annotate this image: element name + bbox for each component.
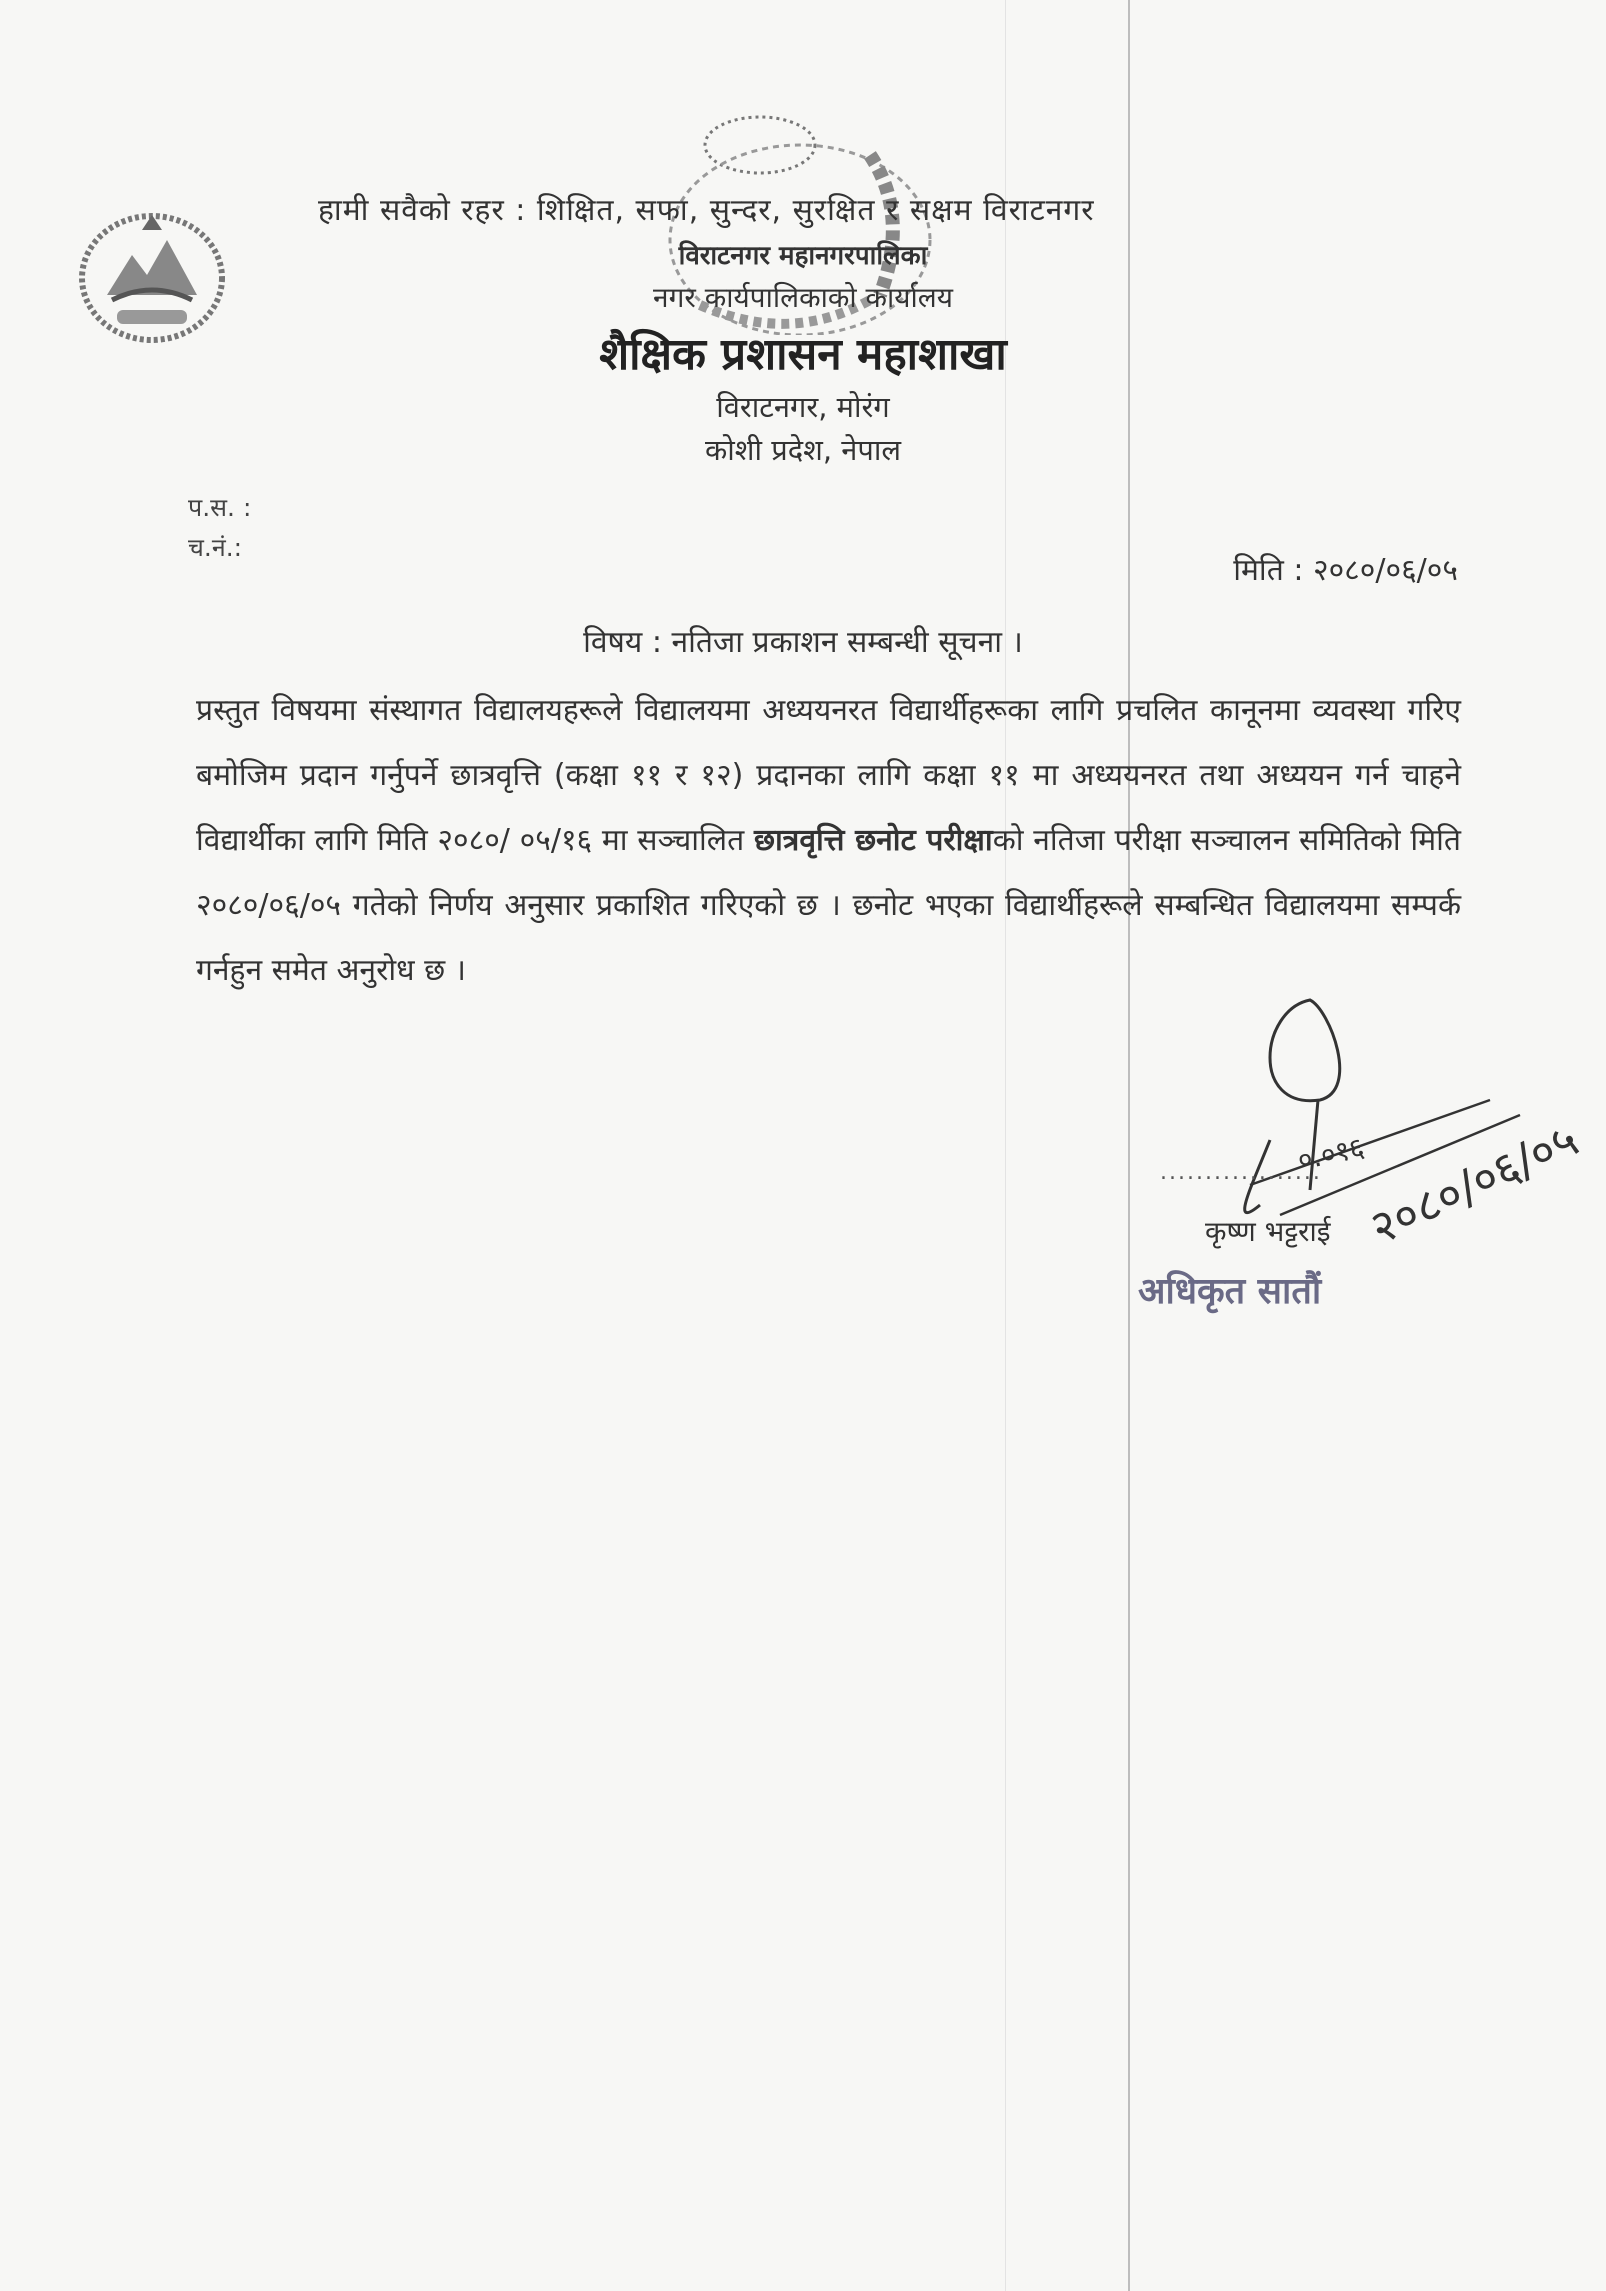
notice-body xyxy=(196,678,1461,1003)
address-city: विराटनगर, मोरंग xyxy=(716,390,890,424)
signature-line: .................. xyxy=(1160,1160,1322,1185)
signatory-title: अधिकृत सातौं xyxy=(1138,1271,1322,1312)
letter-number: प.स. : xyxy=(188,493,252,522)
address-province: कोशी प्रदेश, नेपाल xyxy=(704,433,902,467)
division-title: शैक्षिक प्रशासन महाशाखा xyxy=(599,329,1007,380)
motto: हामी सवैको रहर : शिक्षित, सफा, सुन्दर, सुरक्षित र सक्षम विराटनगर xyxy=(318,193,1095,228)
svg-text:०.०१६: ०.०१६ xyxy=(1294,1130,1368,1177)
svg-text:२०८०/०६/०५: २०८०/०६/०५ xyxy=(1361,1112,1587,1255)
dispatch-number: च.नं.: xyxy=(188,533,243,562)
letter-date: मिति : २०८०/०६/०५ xyxy=(1233,553,1458,588)
body-text-part1: प्रस्तुत विषयमा संस्थागत विद्यालयहरूले विद्यालयमा अध्ययनरत विद्यार्थीहरूका लागि प्रचलित कानूनमा व्यवस्था गरिए बमोजिम प्रदान गर्नुपर्ने छात्रवृत्ति (कक्षा ११ र १२) प्रदानका लागि कक्षा ११ मा अध्ययनरत तथा अध्ययन गर्न चाहने विद्यार्थीका लागि मिति २०८०/ ०५/१६ मा सञ्चालित xyxy=(196,693,1461,858)
office-name: नगर कार्यपालिकाको कार्यालय xyxy=(653,281,953,314)
subject-line: विषय : नतिजा प्रकाशन सम्बन्धी सूचना । xyxy=(583,625,1023,660)
body-text-part2: को नतिजा परीक्षा सञ्चालन समितिको मिति २०८०/०६/०५ गतेको निर्णय अनुसार प्रकाशित गरिएको छ । छनोट भएका विद्यार्थीहरूले सम्बन्धित विद्यालयमा सम्पर्क गर्नहुन समेत अनुरोध छ । xyxy=(196,823,1462,988)
body-text-bold: छात्रवृत्ति छनोट परीक्षा xyxy=(753,823,993,858)
signatory-name: कृष्ण भट्टराई xyxy=(1205,1215,1331,1248)
municipality-name: विराटनगर महानगरपालिका xyxy=(678,241,928,271)
